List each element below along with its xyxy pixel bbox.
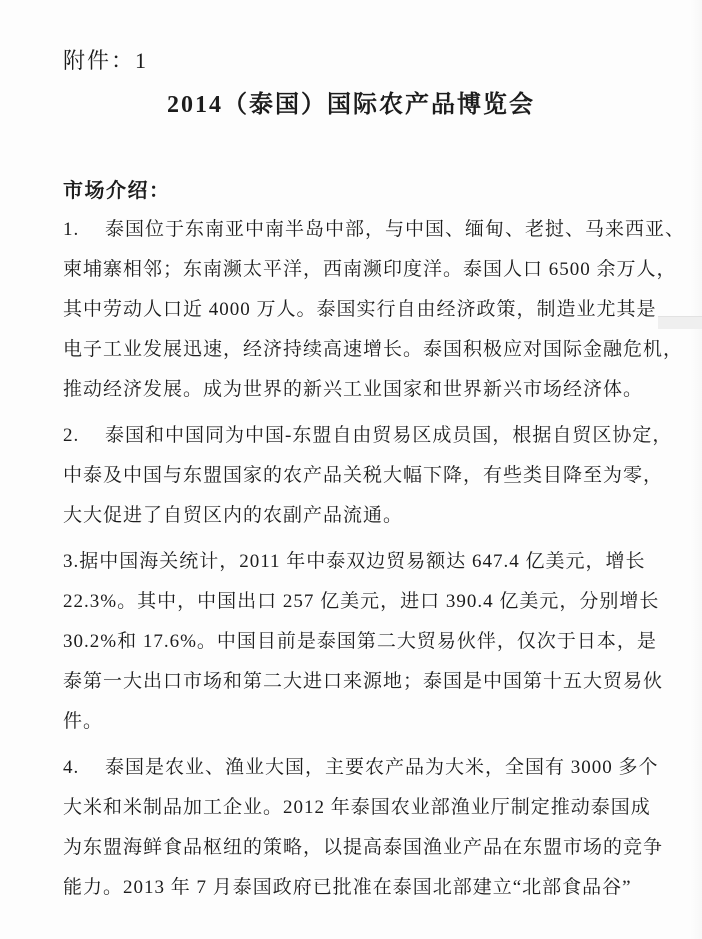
text-line: 为东盟海鲜食品枢纽的策略，以提高泰国渔业产品在东盟市场的竞争	[63, 837, 664, 858]
text-line: 推动经济发展。成为世界的新兴工业国家和世界新兴市场经济体。	[63, 379, 644, 400]
paragraph-3	[63, 542, 663, 742]
section-heading: 市场介绍：	[63, 180, 171, 202]
scan-artifact	[658, 316, 702, 329]
text-line: 22.3%。其中，中国出口 257 亿美元，进口 390.4 亿美元，分别增长	[63, 591, 660, 612]
text-line: 1. 泰国位于东南亚中南半岛中部，与中国、缅甸、老挝、马来西亚、	[63, 219, 686, 240]
text-line: 2. 泰国和中国同为中国-东盟自由贸易区成员国，根据自贸区协定，	[63, 425, 673, 446]
attachment-label: 附件：1	[63, 48, 149, 73]
text-line: 3.据中国海关统计，2011 年中泰双边贸易额达 647.4 亿美元，增长	[63, 551, 646, 572]
paragraph-4	[63, 748, 663, 908]
text-line: 其中劳动人口近 4000 万人。泰国实行自由经济政策，制造业尤其是	[63, 299, 657, 320]
document-title: 2014（泰国）国际农产品博览会	[167, 92, 535, 118]
text-line: 中泰及中国与东盟国家的农产品关税大幅下降，有些类目降至为零，	[63, 465, 664, 486]
text-line: 泰第一大出口市场和第二大进口来源地；泰国是中国第十五大贸易伙	[63, 671, 664, 692]
text-line: 件。	[63, 711, 104, 732]
text-line: 电子工业发展迅速，经济持续高速增长。泰国积极应对国际金融危机，	[63, 339, 684, 360]
text-line: 柬埔寨相邻；东南濒太平洋，西南濒印度洋。泰国人口 6500 余万人，	[63, 259, 677, 280]
text-line: 能力。2013 年 7 月泰国政府已批准在泰国北部建立“北部食品谷”	[63, 877, 632, 898]
text-line: 30.2%和 17.6%。中国目前是泰国第二大贸易伙伴，仅次于日本，是	[63, 631, 657, 652]
text-line: 大米和米制品加工企业。2012 年泰国农业部渔业厅制定推动泰国成	[63, 797, 651, 818]
text-line: 大大促进了自贸区内的农副产品流通。	[63, 505, 404, 526]
scan-edge-shade	[690, 0, 702, 939]
document-body	[63, 210, 686, 914]
paragraph-1	[63, 210, 686, 410]
paragraph-2	[63, 416, 673, 536]
text-line: 4. 泰国是农业、渔业大国，主要农产品为大米，全国有 3000 多个	[63, 757, 659, 778]
